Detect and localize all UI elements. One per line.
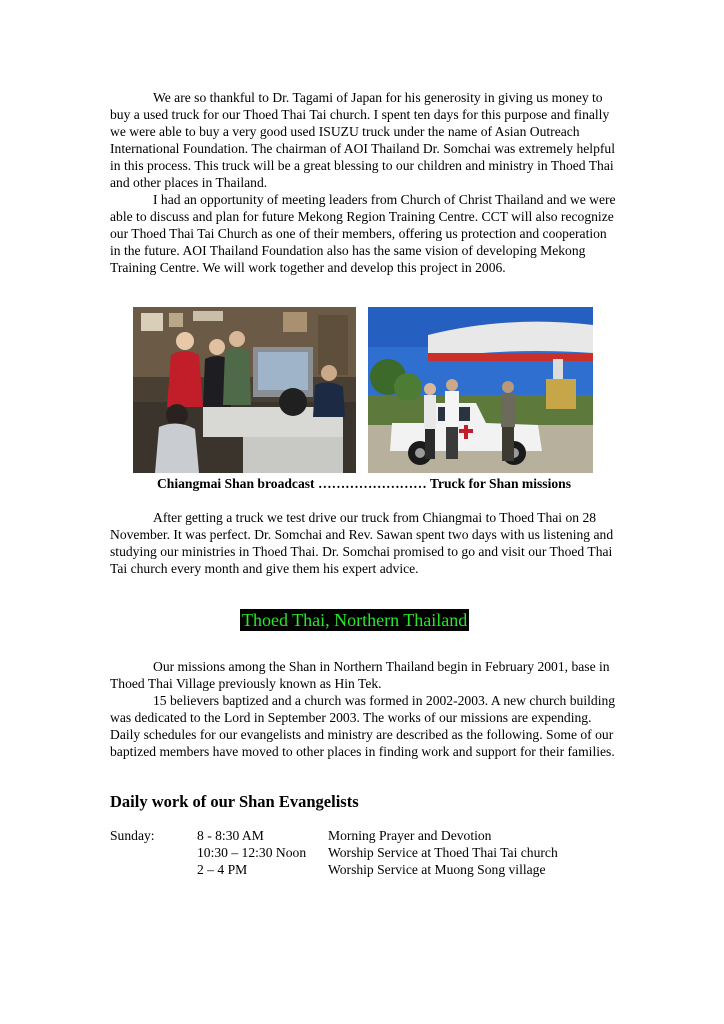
broadcast-photo — [133, 307, 356, 473]
schedule-activity: Worship Service at Thoed Thai Tai church — [328, 845, 558, 860]
paragraph-missions-start — [110, 658, 618, 692]
schedule-activity: Worship Service at Muong Song village — [328, 862, 546, 877]
truck-photo — [368, 307, 593, 473]
schedule-row — [110, 844, 610, 861]
broadcast-photo-illustration — [133, 307, 356, 473]
paragraph-cct-meeting — [110, 191, 618, 276]
paragraph-text: After getting a truck we test drive our truck from Chiangmai to Thoed Thai on 28 November. It was perfect. Dr. Somchai and Rev. Sawan spent two days with us listening and studying our ministries in Thoed Thai. Dr. Somchai promised to go and visit our Thoed Thai Tai church every month and give them his expert advice. — [110, 510, 614, 576]
schedule-row — [110, 861, 610, 878]
section-heading: Daily work of our Shan Evangelists — [110, 792, 359, 811]
schedule-row — [110, 827, 610, 844]
paragraph-text: I had an opportunity of meeting leaders from Church of Christ Thailand and we were able to discuss and plan for future Mekong Region Training Centre. CCT will also recognize our Thoed Thai Tai Church as one of their members, offering us protection and cooperation in the future. AOI Thailand Foundation also has the same vision of developing Mekong Training Centre. We will work together and develop this project in 2006. — [110, 192, 616, 275]
paragraph-text: 15 believers baptized and a church was formed in 2002-2003. A new church building was dedicated to the Lord in September 2003. The works of our missions are expending. Daily schedules for our evangelists and ministry are described as the following. Some of our baptized members have moved to other places in finding work and support for their families. — [110, 693, 616, 759]
section-banner: Thoed Thai, Northern Thailand — [242, 610, 468, 630]
schedule-time: 8 - 8:30 AM — [197, 828, 264, 843]
schedule-activity: Morning Prayer and Devotion — [328, 828, 492, 843]
photo-caption: Chiangmai Shan broadcast …………………… Truck for Shan missions — [156, 476, 572, 491]
schedule-time: 2 – 4 PM — [197, 862, 248, 877]
schedule-day: Sunday: — [110, 828, 155, 843]
paragraph-text: Our missions among the Shan in Northern Thailand begin in February 2001, base in Thoed Thai Village previously known as Hin Tek. — [110, 659, 610, 691]
schedule-table — [110, 827, 610, 878]
paragraph-text: We are so thankful to Dr. Tagami of Japan for his generosity in giving us money to buy a used truck for our Thoed Thai Tai church. I spent ten days for this purpose and finally we were able to buy a very good used ISUZU truck under the name of Asian Outreach International Foundation. The chairman of AOI Thailand Dr. Somchai was extremely helpful in this process. This truck will be a great blessing to our children and ministry in Thoed Thai and other places in Thailand. — [110, 90, 615, 190]
paragraph-test-drive — [110, 509, 618, 577]
schedule-time: 10:30 – 12:30 Noon — [197, 845, 307, 860]
truck-photo-illustration — [368, 307, 593, 473]
paragraph-truck-thanks — [110, 89, 618, 191]
paragraph-church-formed — [110, 692, 618, 760]
